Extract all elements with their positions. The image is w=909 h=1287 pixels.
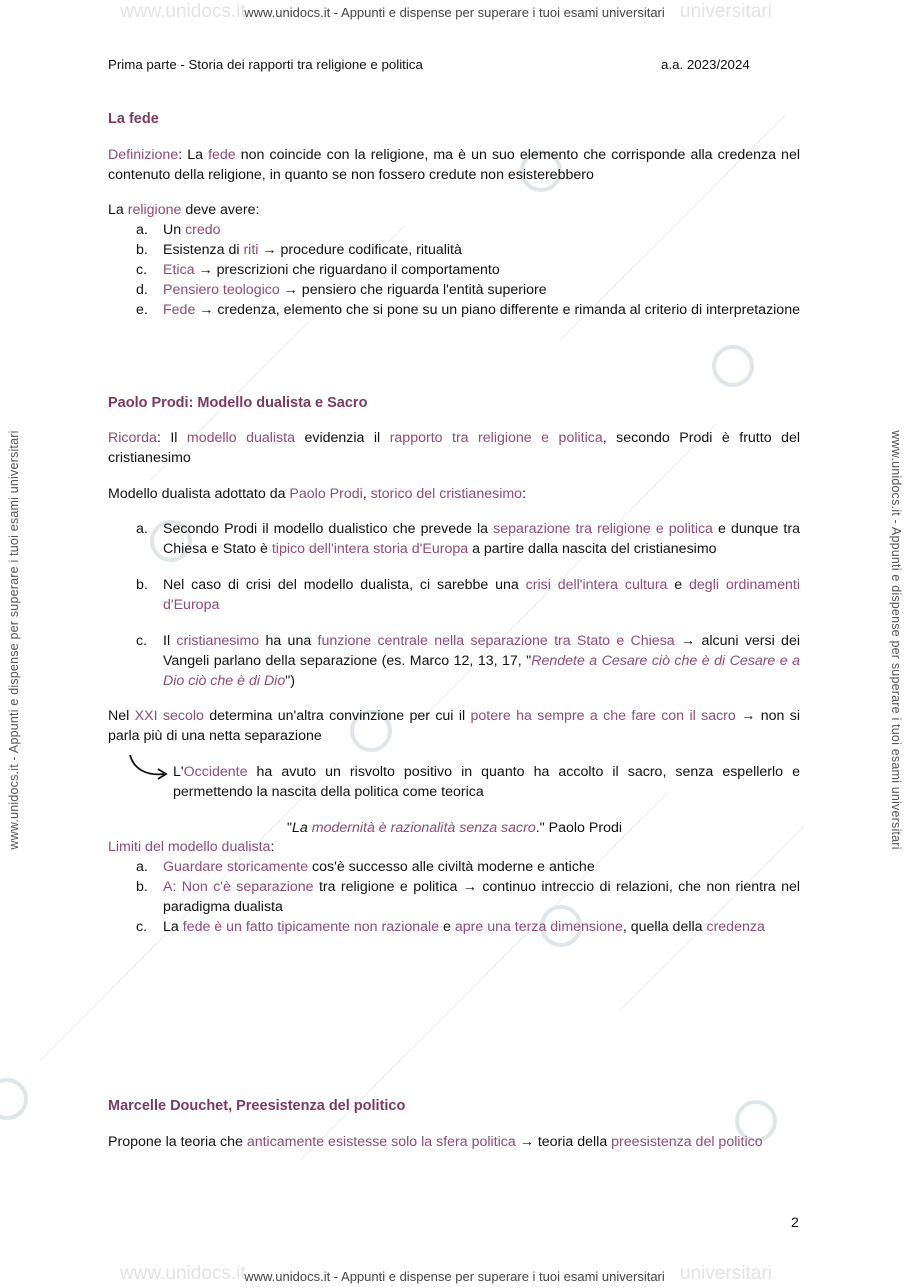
religion-intro: La religione deve avere: [108,202,260,218]
section-title-douchet: Marcelle Douchet, Preesistenza del politico [108,1098,406,1114]
watermark-ghost-text: universitari [680,1263,772,1284]
watermark-ghost-text: universitari [680,1,772,22]
watermark-right: www.unidocs.it - Appunti e dispense per superare i tuoi esami universitari [889,430,903,850]
douchet-paragraph: Propone la teoria che anticamente esistesse solo la sfera politica → teoria della preesistenza del politico [108,1134,763,1150]
section-title-la-fede: La fede [108,111,159,127]
prodi-point-b [136,575,800,615]
limits-heading: Limiti del modello dualista: [108,839,275,855]
watermark-ghost-text: www.unidocs.it [120,1263,246,1284]
header-academic-year: a.a. 2023/2024 [661,57,750,72]
watermark-left: www.unidocs.it - Appunti e dispense per superare i tuoi esami universitari [7,430,21,850]
watermark-top: www.unidocs.it - Appunti e dispense per superare i tuoi esami universitari [244,5,665,20]
list-item: c. Il cristianesimo ha una funzione centrale nella separazione tra Stato e Chiesa → alcuni versi dei Vangeli parlano della separazione (es. Marco 12, 13, 17, "Rendete a Cesare ciò che è di Cesare e a Dio ciò che è di Dio") [136,633,801,689]
section-title-paolo-prodi: Paolo Prodi: Modello dualista e Sacro [108,395,368,411]
watermark-bottom: www.unidocs.it - Appunti e dispense per superare i tuoi esami universitari [244,1269,665,1284]
occidente-paragraph: L'Occidente ha avuto un risvolto positivo in quanto ha accolto il sacro, senza espellerlo e permettendo la nascita della politica come teorica [173,764,800,800]
list-item: c. Etica → prescrizioni che riguardano il comportamento [136,262,500,278]
limits-list [136,857,800,937]
list-item: b. Esistenza di riti → procedure codificate, ritualità [136,242,462,258]
list-item: d. Pensiero teologico → pensiero che riguarda l'entità superiore [136,282,547,298]
dualist-model-intro: Modello dualista adottato da Paolo Prodi, storico del cristianesimo: [108,486,527,502]
curved-arrow-icon [126,752,172,782]
watermark-ghost-text: www.unidocs.it [120,1,246,22]
header-course-title: Prima parte - Storia dei rapporti tra religione e politica [108,57,423,72]
list-item: a. Secondo Prodi il modello dualistico che prevede la separazione tra religione e politica e dunque tra Chiesa e Stato è tipico dell'intera storia d'Europa a partire dalla nascita del cristianesimo [136,521,800,557]
prodi-point-c [136,631,800,691]
page-number: 2 [791,1215,799,1231]
prodi-point-a [136,519,800,559]
definition-paragraph: Definizione: La fede non coincide con la religione, ma è un suo elemento che corrisponde alla credenza nel contenuto della religione, in quanto se non fossero credute non esisterebbero [108,147,800,183]
prodi-quote: "La modernità è razionalità senza sacro." Paolo Prodi [286,820,623,836]
list-item: e. Fede → credenza, elemento che si pone su un piano differente e rimanda al criterio di interpretazione [136,302,800,318]
list-item: a. Guardare storicamente cos'è successo alle civiltà moderne e antiche [136,859,595,875]
list-item: c. La fede è un fatto tipicamente non razionale e apre una terza dimensione, quella della credenza [136,919,765,935]
xxi-century-paragraph: Nel XXI secolo determina un'altra convinzione per cui il potere ha sempre a che fare con il sacro → non si parla più di una netta separazione [108,708,800,744]
list-item: a. Un credo [136,222,221,238]
list-item: b. Nel caso di crisi del modello dualista, ci sarebbe una crisi dell'intera cultura e degli ordinamenti d'Europa [136,577,800,613]
religion-elements-list [136,220,800,320]
unidocs-logo-watermark [0,1078,28,1120]
ricorda-paragraph: Ricorda: Il modello dualista evidenzia il rapporto tra religione e politica, secondo Prodi è frutto del cristianesimo [108,430,800,466]
list-item: b. A: Non c'è separazione tra religione e politica → continuo intreccio di relazioni, che non rientra nel paradigma dualista [136,879,800,915]
unidocs-logo-watermark [712,345,754,387]
